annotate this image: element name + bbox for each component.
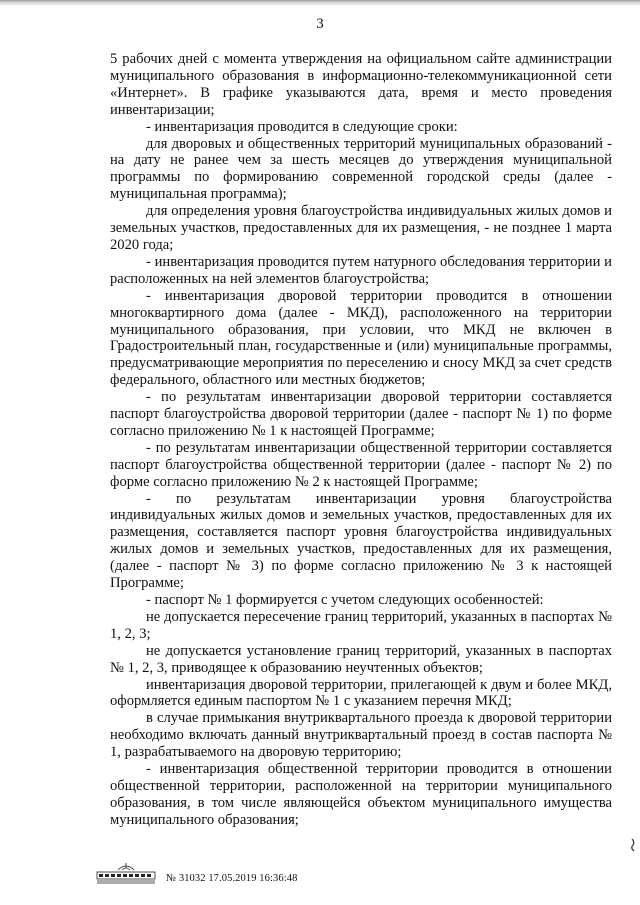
paragraph: - инвентаризация проводится в следующие сроки: bbox=[146, 118, 458, 135]
scan-top-edge bbox=[0, 0, 640, 6]
paragraph: инвентаризация дворовой территории, прилегающей к двум и более МКД, оформляется единым паспортом № 1 с указанием перечня МКД; bbox=[110, 676, 612, 710]
paragraph: - по результатам инвентаризации общественной территории составляется паспорт благоустройства общественной территории (далее - паспорт № 2) по форме согласно приложению № 2 к настоящей Программе; bbox=[110, 439, 612, 490]
paragraph: - паспорт № 1 формируется с учетом следующих особенностей: bbox=[146, 592, 544, 608]
scan-edge-mark bbox=[628, 838, 636, 852]
paragraph: - инвентаризация общественной территории проводится в отношении общественной территории, расположенной на территории муниципального образования, в том числе являющейся объектом муниципального имущества муниципального образования; bbox=[110, 761, 612, 828]
paragraph: - инвентаризация дворовой территории проводится в отношении многоквартирного дома (далее - МКД), расположенного на территории муниципального образования, при условии, что МКД не включен в Градостроительный план, государственные и (или) муниципальные программы, предусматривающие мероприятия по переселению и сносу МКД за счет средств федерального, областного или местных бюджетов; bbox=[110, 287, 612, 389]
registration-stamp-icon bbox=[96, 862, 156, 884]
paragraph: - по результатам инвентаризации дворовой территории составляется паспорт благоустройства дворовой территории (далее - паспорт № 1) по форме согласно приложению № 1 к настоящей Программе; bbox=[110, 389, 612, 439]
paragraph: 5 рабочих дней с момента утверждения на официальном сайте администрации муниципального образования в информационно-телекоммуникационной сети «Интернет». В графике указываются дата, время и место проведения инвентаризации; bbox=[110, 51, 612, 118]
paragraph: для дворовых и общественных территорий муниципальных образований - на дату не ранее чем за шесть месяцев до утверждения муниципальной программы по формированию современной городской среды (далее - муниципальная программа); bbox=[110, 135, 612, 203]
paragraph: - инвентаризация проводится путем натурного обследования территории и расположенных на ней элементов благоустройства; bbox=[110, 253, 612, 287]
registration-footer bbox=[96, 862, 297, 884]
page-number: 3 bbox=[316, 16, 324, 32]
paragraph: не допускается установление границ территорий, указанных в паспортах № 1, 2, 3, приводящее к образованию неучтенных объектов; bbox=[110, 642, 612, 676]
paragraph: не допускается пересечение границ территорий, указанных в паспортах № 1, 2, 3; bbox=[110, 608, 612, 642]
document-body bbox=[110, 51, 612, 829]
paragraph: - по результатам инвентаризации уровня благоустройства индивидуальных жилых домов и земельных участков, предоставленных для их размещения, составляется паспорт уровня благоустройства индивидуальных жилых домов и земельных участков, предоставленных для их размещения, (далее - паспорт № 3) по форме согласно приложению № 3 к настоящей Программе; bbox=[110, 490, 612, 592]
registration-number: № 31032 17.05.2019 16:36:48 bbox=[166, 873, 298, 884]
paragraph: для определения уровня благоустройства индивидуальных жилых домов и земельных участков, предоставленных для их размещения, - не позднее 1 марта 2020 года; bbox=[110, 203, 612, 253]
paragraph: в случае примыкания внутриквартального проезда к дворовой территории необходимо включать данный внутриквартальный проезд в состав паспорта № 1, разрабатываемого на дворовую территорию; bbox=[110, 710, 612, 761]
